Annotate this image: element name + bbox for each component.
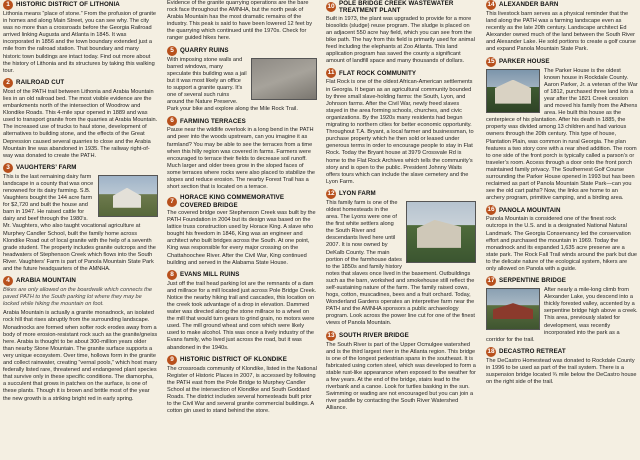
entry-body: This livestock barn serves as a physical reminder that the land along the PATH was a farming landscape even as recently as the late 20th century. Landscape architect Ed Alexander owned much of the land between the South River and Alexander Lake. He sold portions to create a golf course and expand Panola Mountain State Park. <box>486 11 636 53</box>
entry-3 <box>3 163 158 273</box>
number-badge: 13 <box>327 331 335 339</box>
entry-title: LYON FARM <box>339 190 376 198</box>
entry-title: SOUTH RIVER BRIDGE <box>339 331 409 339</box>
granite-photo <box>251 58 317 100</box>
entry-body: The crossroads community of Klondike, listed in the National Register of Historic Places in 2007, is accessed by following the PATH east from the Pole Bridge to Murphey Candler School at the intersection of Klondike and South Goddard Roads. The district includes several homesteads built prior to the Civil War and several granite commercial buildings. A cotton gin used to stand behind the store. <box>167 365 317 415</box>
number-badge: 6 <box>167 116 177 126</box>
column-4 <box>486 0 638 460</box>
entry-title: RAILROAD CUT <box>16 79 65 87</box>
entry-body: With imposing stone walls and barred windows, many speculate this building was a jail but it was most likely an office to support a granite quarry. It’s one of several such ruins around the Nature Preserve. Park your bike and explore along the Mile Rock Trail. <box>167 56 298 113</box>
entry-title: HISTORIC DISTRICT OF LITHONIA <box>16 1 120 9</box>
entry-title: PANOLA MOUNTAIN <box>499 206 561 214</box>
entry-10 <box>326 0 476 65</box>
entry-body: Lithonia means “place of stone.” From the profusion of granite in homes and along Main Street, you can see why. The city was no more than a crossroads before the Georgia Railroad arrived linking Augusta and Atlanta in 1845. It was incorporated in 1856 and the town boundary extended just a mile from the railroad station. That boundary and many historic town buildings are intact today. Find out more about the history of Lithonia and its structures by taking this walking tour. <box>3 11 156 74</box>
entry-16 <box>486 205 638 273</box>
entry-11 <box>326 68 476 185</box>
entry-6 <box>167 116 317 191</box>
entry-title: VAUGHTERS’ FARM <box>16 164 77 172</box>
entry-body: The South River is part of the Upper Ocmulgee watershed and is the third largest river in the Atlanta region. This bridge is one of the longest pedestrian spans in the southeast. It is fabricated using corten steel, which was developed to form a stable rust-like appearance when exposed to the weather for a few years. At the end of the bridge, stairs lead to the riverbank and a canoe. Look for turtles basking in the sun. Swimming or wading are not encouraged but you can join a river paddle by contacting the South River Watershed Alliance. <box>326 341 476 412</box>
entry-title: POLE BRIDGE CREEK WASTEWATER TREATMENT PLANT <box>339 0 454 15</box>
entry-title: FARMING TERRACES <box>180 117 246 125</box>
entry-17 <box>486 276 638 344</box>
column-2 <box>167 0 317 460</box>
entry-body: Pause near the wildlife overlook in a long bend in the PATH and peer into the woods upstream, can you imagine it as farmland? You may be able to see the terraces from a time when this hilly region was covered in farms. Farmers were encouraged to terrace their fields to decrease soil runoff. Much larger and older trees grow in the sloped faces of some terraces where rocks were also placed to stabilize the slopes and reduce erosion. The nearby Forest Trail has a short section that is located on a terrace. <box>167 127 315 191</box>
entry-body: Built in 1973, the plant was upgraded to provide for a more biosolids (sludge) reuse program. The sludge is placed on an adjacent 550 acre hay field, which you can see from the bike path. The hay from this field is primarily used for animal feed including the elephants at Zoo Atlanta. This land application program has saved the county a significant amount of landfill space and many thousands of dollars. <box>326 15 475 65</box>
entry-15 <box>486 57 638 203</box>
number-badge: 9 <box>167 355 177 365</box>
number-badge: 4 <box>3 276 13 286</box>
entry-body: Just off the trail head parking lot are the remnants of a dam and millrace for a mill located just across Pole Bridge Creek. Notice the nearby hiking trail and cascades, this location on the creek took advantage of a drop in elevation. Dammed water was directed along the stone millrace to a wheel on the mill that would turn gears to grind grain, no motors were used. The mill ground wheat and corn which were likely used to make alcohol. This was once a lively industry of the Evans family, who lived just across the road, but it was abandoned in the 1940s. <box>167 280 317 351</box>
column-3 <box>326 0 476 460</box>
entry-body: Evidence of the granite quarrying operations are the bare rock face throughout the AMNHA, but the north peak of Arabia Mountain has the most dramatic remains of the industry. This peak is said to have been lowered 12 feet by the quarrying which continued until the 1970s. Check for ranger guided hikes here. <box>167 0 313 42</box>
entry-body: After nearly a mile-long climb from Alexander Lake, you descend into a thickly forested valley, accented by a serpentine bridge high above a creek. This area, previously slated for development, was recently incorporated into the park as a corridor for the trail. <box>486 287 638 343</box>
number-badge: 16 <box>487 206 495 214</box>
number-badge: 17 <box>487 277 495 285</box>
entry-title: SERPENTINE BRIDGE <box>499 277 567 285</box>
entry-5 <box>167 46 317 114</box>
number-badge: 7 <box>167 197 177 207</box>
number-badge: 8 <box>167 270 177 280</box>
entry-body: The DeCastro Homestead was donated to Rockdale County in 1996 to be used as part of the trail system. There is a suspension bridge located ¾ mile below the DeCastro house on the right side of the trail. <box>486 357 637 386</box>
number-badge: 11 <box>327 69 335 77</box>
entry-title: ARABIA MOUNTAIN <box>16 277 76 285</box>
entry-14 <box>486 0 638 54</box>
number-badge: 15 <box>487 57 495 65</box>
number-badge: 10 <box>327 3 335 11</box>
entry-4 <box>3 276 158 403</box>
bridge-photo <box>486 288 540 330</box>
entry-body: This family farm is one of the oldest homesteads in the area. The Lyons were one of the first white settlers along the South River and descendants lived here until 2007. It is now owned by DeKalb County. The main portion of the farmhouse dates to the 1850s and family history notes that slaves once lived in the basement. Outbuildings such as the barn, workshed and smokehouse still reflect the self-sustaining nature of the farm. The family raised cows, hogs, cotton, muscadines, bees and a fruit orchard. Today, Wonderland Gardens operates an interpretive farm near the PATH and the AMNHA sponsors a public archaeology program. Look across the power line cut for one of the finest views of Panola Mountain. <box>326 199 475 327</box>
entry-title: HISTORIC DISTRICT OF KLONDIKE <box>180 355 287 363</box>
entry-body: Flat Rock is one of the oldest African-American settlements in Georgia. It began as an agricultural community bounded by three small slave-holding farms: the South, Lyon, and Johnson farms. After the Civil War, newly freed slaves stayed in the area forming schools, churches, and civic organizations. By the 1920s many residents had begun migrating to northern cities for better economic opportunity. Throughout T.A. Bryant, a local farmer and businessman, to purchase property which he then sold or leased under generous terms in order to encourage people to stay in Flat Rock. Today the Bryant house at 3979 Crossvale Rd is home to the Flat Rock Archives which tells the community’s story and is open to the public. President Johnny Waits offers tours which can include the slave cemetery and the Lyon Farm. <box>326 79 474 185</box>
entry-7 <box>167 194 317 267</box>
number-badge: 2 <box>3 78 13 88</box>
entry-title: DECASTRO RETREAT <box>499 348 566 356</box>
entry-12 <box>326 189 476 328</box>
entry-title: FLAT ROCK COMMUNITY <box>339 69 417 77</box>
entry-title: HORACE KING COMMEMORATIVE COVERED BRIDGE <box>180 194 285 209</box>
number-badge: 3 <box>3 163 13 173</box>
entry-body: Panola Mountain is considered one of the finest rock outcrops in the U.S. and is a designated National Natural Landmark. The Georgia Conservancy led the conservation effort and purchased the mountain in 1969. Today the monadnock and its expanded 1,635 acre preserve are a state park. The Rock Fall Trail winds around the park but due to the delicate nature of the ecological system, hikers are only allowed on Panola with a guide. <box>486 216 638 272</box>
entry-title: EVANS MILL RUINS <box>180 271 240 279</box>
number-badge: 12 <box>327 189 335 197</box>
plant-photo <box>406 201 476 263</box>
entry-13 <box>326 331 476 413</box>
barn-photo <box>98 175 158 217</box>
entry-note: Bikes are only allowed on the boardwalk which connects the paved PATH to the South parking lot where they may be locked while hiking the mountain on foot. <box>3 287 152 308</box>
entry-8 <box>167 270 317 352</box>
entry-4-continued <box>167 0 317 43</box>
number-badge: 14 <box>487 1 495 8</box>
entry-body: The covered bridge over Stephenson Creek was built by the PATH Foundation in 2004 but its design was based on the lattice truss construction used by Horace King. A slave who bought his freedom in 1846, King was an engineer and architect who built bridges across the South. At one point, King was responsible for every major crossing on the Chattahoochee River. After the Civil War, King continued building and served in the Alabama State House. <box>167 209 316 266</box>
entry-body: Arabia Mountain is actually a granite monadnock, an isolated rock hill that rises abruptly from the surrounding landscape. Monadnocks are formed when softer rock erodes away from a body of more erosion-resistant rock such as the granite/gneiss here. Arabia is thought to be about 300-million years older than nearby Stone Mountain. The granite surface supports a very unique ecosystem. Over time, hollows form in the granite and collect rainwater, creating “vernal pools,” which host many federally listed rare, threatened and endangered plant species that survive only in these specific conditions. The diamorpha, a succulent that grows in patches on the surface, is one of these plants. Though it is brown and brittle most of the year the new growth is a striking bright red in early spring. <box>3 310 158 402</box>
column-1 <box>3 0 158 460</box>
entry-body: This is the last remaining dairy farm landscape in a county that was once renowned for its dairy farming. S.B. Vaughters bought the 144 acre farm for $2,720 and built the house and barn in 1947. He raised cattle for dairy and beef through the 1980’s. Mr. Vaughters, who also taught vocational agriculture at Murphey Candler School, built the family home across Klondike Road out of local granite with the help of a seventh grade student. The property includes granite outcrops and the headwaters of Stephenson Creek which flows into the South River. Vaughters’ Farm is part of Panola Mountain State Park and the future headquarters of the AMNHA. <box>3 173 156 272</box>
entry-9 <box>167 355 317 416</box>
entry-1 <box>3 0 158 75</box>
entry-2 <box>3 78 158 160</box>
entry-title: PARKER HOUSE <box>499 57 550 65</box>
number-badge: 18 <box>487 347 495 355</box>
number-badge: 1 <box>3 0 13 10</box>
entry-body: The Parker House is the oldest known house in Rockdale County. Aaron Parker, Jr. a veteran of the War of 1812, purchased three land lots a year after the 1821 Creek cession and moved his family from the Athens area. He built this house as the centerpiece of his plantation. After his death in 1885, the property was divided among 13 children and had various owners through the 20th century. This type of house, Plantation Plain, was common in rural Georgia. The plan features a two story core with a rear shed addition. The room to one side of the front porch is typically called a parson’s or traveler’s room. Access through a door onto the front porch maintained family privacy. The Southernest Golf Course surrounding the Parker House opened in 1993 but has been reclaimed as part of Panola Mountain State Park—can you see the old cart paths? Now, the links are home to an archery program, primitive camping, and a birding area. <box>486 67 638 202</box>
entry-18 <box>486 347 638 386</box>
number-badge: 5 <box>167 46 177 56</box>
entry-title: QUARRY RUINS <box>180 46 229 54</box>
house-photo <box>486 69 540 113</box>
entry-title: ALEXANDER BARN <box>499 1 559 9</box>
entry-body: Most of the PATH trail between Lithonia and Arabia Mountain lies in an old railroad bed. The most visible evidence are the embankments north of the intersection of Woodrow and Klondike Roads. This 4-mile spur opened in 1889 and was used to transport granite from the quarries at Arabia Mountain. The increased use of trucks to haul stone, development of alternatives to building stone, and the effects of the Great Depression caused several quarries to close and the Arabia Mountain line was abandoned in 1935. The railway right-of-way was donated to create the PATH. <box>3 88 158 159</box>
